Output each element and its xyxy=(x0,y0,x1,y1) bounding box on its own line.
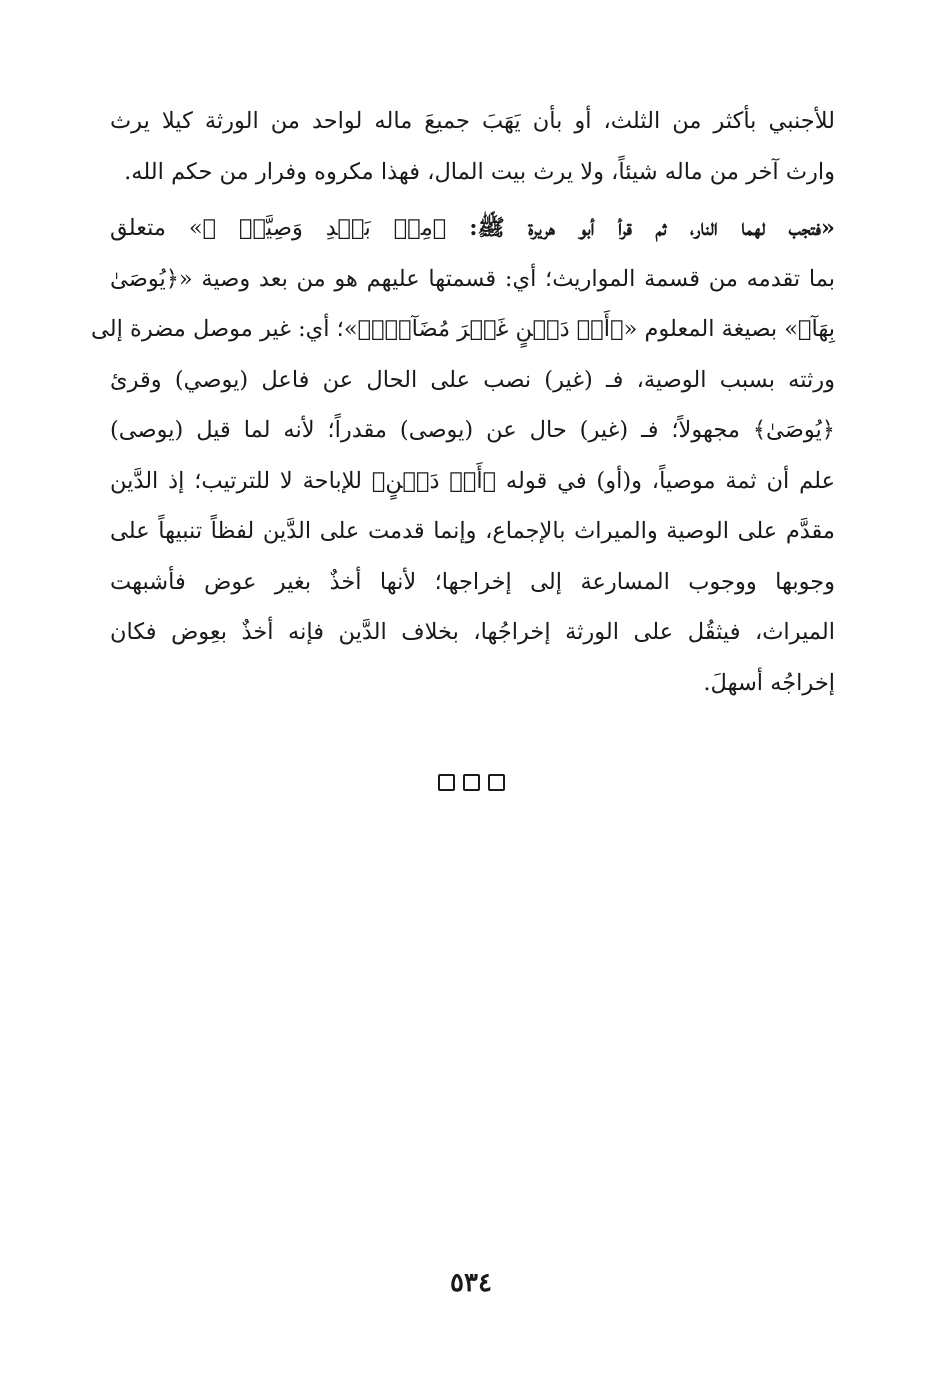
paragraph-2 xyxy=(91,203,835,708)
square-ornament-icon xyxy=(438,774,455,791)
quran-verse: ﴿مِنۢ بَعۡدِ وَصِيَّةٖ ﴾» متعلق xyxy=(110,215,470,241)
section-separator xyxy=(0,774,942,795)
text-line: بما تقدمه من قسمة المواريث؛ أي: قسمتها عليهم هو من بعد وصية «﴿يُوصَىٰ xyxy=(110,265,835,292)
text-line: إخراجُه أسهلَ. xyxy=(703,669,835,696)
text-line: ﴿يُوصَىٰ﴾ مجهولاً؛ فـ (غير) حال عن (يوصى) مقدراً؛ لأنه لما قيل (يوصى) xyxy=(110,417,835,443)
text-line: بِهَآ﴾» بصيغة المعلوم «﴿أَوۡ دَيۡنٍ غَيۡرَ مُضَآرّٖ﴾»؛ أي: غير موصل مضرة إلى xyxy=(91,316,835,342)
text-line: مقدَّم على الوصية والميراث بالإجماع، وإنما قدمت على الدَّين لفظاً تنبيهاً على xyxy=(110,518,835,544)
text-line: الميراث، فيثقُل على الورثة إخراجُها، بخلاف الدَّين فإنه أخذٌ بعِوض فكان xyxy=(110,619,835,645)
text-line: للأجنبي بأكثر من الثلث، أو بأن يَهَبَ جميعَ ماله لواحد من الورثة كيلا يرث xyxy=(110,108,835,134)
text-line xyxy=(110,203,835,254)
hadith-quote: «فتجب لهما النار، ثم قرأ أبو هريرة ﷺ: xyxy=(469,215,835,241)
page-body xyxy=(91,96,835,708)
text-line: علم أن ثمة موصياً، و(أو) في قوله ﴿أَوۡ دَيۡنٍ﴾ للإباحة لا للترتيب؛ إذ الدَّين xyxy=(110,467,835,494)
text-line: وارث آخر من ماله شيئاً، ولا يرث بيت المال، فهذا مكروه وفرار من حكم الله. xyxy=(124,158,835,185)
square-ornament-icon xyxy=(463,774,480,791)
text-line: وجوبها ووجوب المسارعة إلى إخراجها؛ لأنها أخذٌ بغير عوض فأشبهت xyxy=(110,568,835,595)
page-number: ٥٣٤ xyxy=(450,1268,492,1298)
text-line: ورثته بسبب الوصية، فـ (غير) نصب على الحال عن فاعل (يوصي) وقرئ xyxy=(110,366,835,393)
square-ornament-icon xyxy=(488,774,505,791)
paragraph-1 xyxy=(110,96,835,197)
